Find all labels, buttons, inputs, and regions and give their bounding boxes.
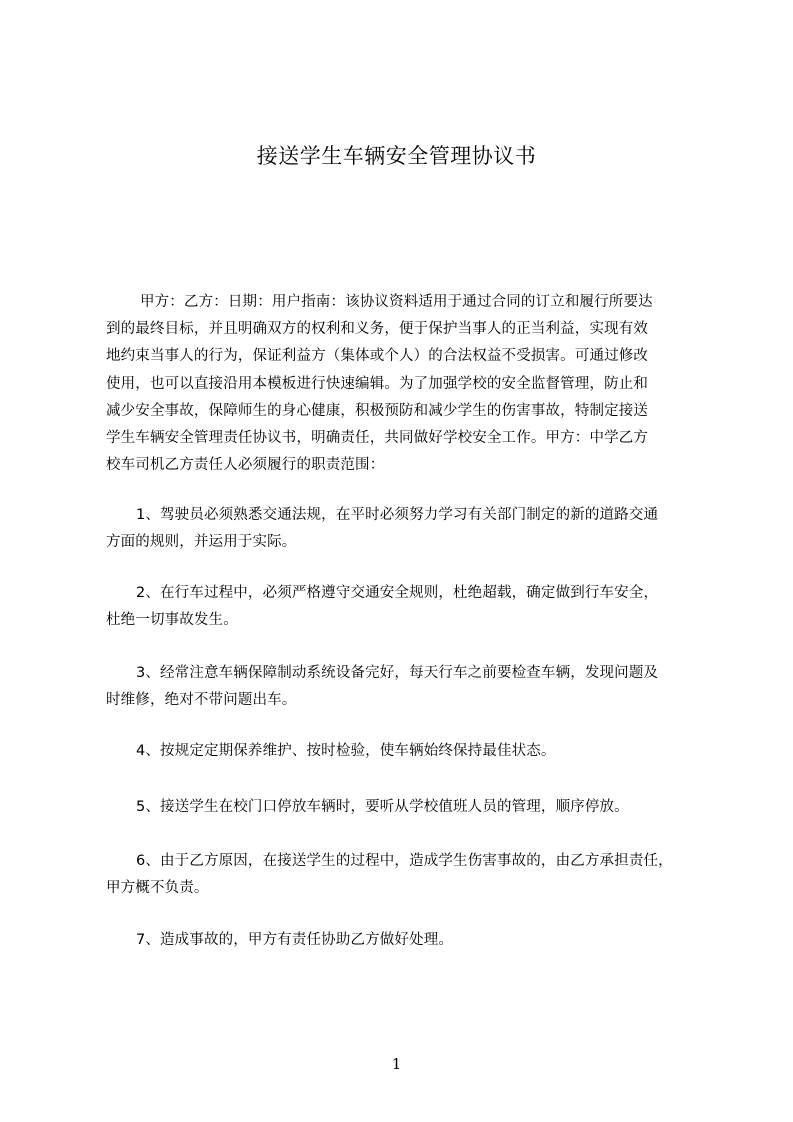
intro-line: 地约束当事人的行为，保证利益方（集体或个人）的合法权益不受损害。可通过修改: [106, 348, 649, 365]
clause-1: [106, 502, 716, 556]
intro-line: 学生车辆安全管理责任协议书，明确责任，共同做好学校安全工作。甲方：中学乙方: [106, 430, 649, 447]
clause-7: [106, 927, 716, 954]
intro-line: 到的最终目标，并且明确双方的权利和义务，便于保护当事人的正当利益，实现有效: [106, 321, 649, 338]
clause-line: 甲方概不负责。: [106, 880, 209, 897]
intro-line: 减少安全事故，保障师生的身心健康，积极预防和减少学生的伤害事故，特制定接送: [106, 402, 649, 419]
clause-line: 时维修，绝对不带问题出车。: [106, 692, 297, 709]
intro-line: 甲方：乙方：日期：用户指南：该协议资料适用于通过合同的订立和履行所要达: [140, 294, 653, 310]
clause-line: 杜绝一切事故发生。: [106, 612, 238, 629]
clause-2: [106, 580, 716, 634]
clause-line: 3、经常注意车辆保障制动系统设备完好，每天行车之前要检查车辆，发现问题及: [136, 665, 659, 681]
intro-paragraph: [106, 289, 706, 479]
clause-3: [106, 660, 716, 714]
clause-line: 2、在行车过程中，必须严格遵守交通安全规则，杜绝超载，确定做到行车安全，: [136, 585, 659, 601]
document-title: 接送学生车辆安全管理协议书: [256, 144, 537, 168]
clause-line: 4、按规定定期保养维护、按时检验，使车辆始终保持最佳状态。: [136, 743, 556, 759]
intro-line: 校车司机乙方责任人必须履行的职责范围：: [106, 457, 385, 474]
clause-line: 1、驾驶员必须熟悉交通法规，在平时必须努力学习有关部门制定的新的道路交通: [136, 507, 659, 523]
clause-4: [106, 738, 716, 765]
clause-line: 7、造成事故的，甲方有责任协助乙方做好处理。: [136, 932, 454, 948]
clause-line: 方面的规则，并运用于实际。: [106, 534, 297, 551]
clause-5: [106, 794, 716, 821]
clause-6: [106, 848, 716, 902]
page-number: 1: [391, 1055, 402, 1073]
clause-line: 5、接送学生在校门口停放车辆时，要听从学校值班人员的管理，顺序停放。: [136, 799, 629, 815]
clause-line: 6、由于乙方原因，在接送学生的过程中，造成学生伤害事故的，由乙方承担责任，: [136, 853, 673, 869]
intro-line: 使用，也可以直接沿用本模板进行快速编辑。为了加强学校的安全监督管理，防止和: [106, 375, 649, 392]
